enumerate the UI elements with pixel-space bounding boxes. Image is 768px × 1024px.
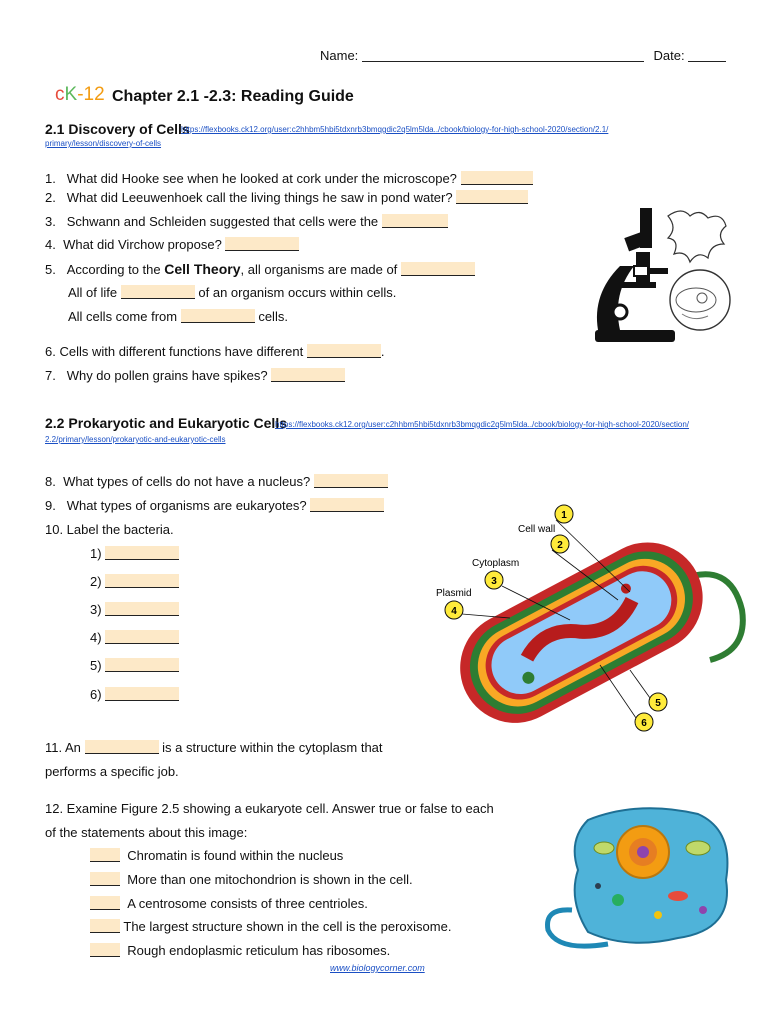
question-3: 3. Schwann and Schleiden suggested that cells were the	[45, 214, 448, 229]
date-field[interactable]	[688, 49, 726, 62]
page-title: Chapter 2.1 -2.3: Reading Guide	[112, 88, 354, 105]
question-1: 1. What did Hooke see when he looked at cork under the microscope?	[45, 171, 533, 186]
svg-text:2: 2	[557, 540, 563, 551]
bacteria-label-3: 3)	[90, 602, 179, 617]
answer-blank[interactable]	[105, 658, 179, 672]
bacteria-label-2: 2)	[90, 574, 179, 589]
answer-blank[interactable]	[310, 498, 384, 512]
question-12: 12. Examine Figure 2.5 showing a eukaryote cell. Answer true or false to each	[45, 801, 494, 816]
bacteria-label-4: 4)	[90, 630, 179, 645]
tf-blank[interactable]	[90, 896, 120, 910]
tf-blank[interactable]	[90, 943, 120, 957]
bacteria-diagram	[430, 500, 750, 740]
section2-heading: 2.2 Prokaryotic and Eukaryotic Cells	[45, 415, 287, 431]
section1-heading: 2.1 Discovery of Cells	[45, 121, 190, 137]
bacteria-label-6: 6)	[90, 687, 179, 702]
question-7: 7. Why do pollen grains have spikes?	[45, 368, 345, 383]
svg-text:6: 6	[641, 718, 647, 729]
answer-blank[interactable]	[314, 474, 388, 488]
eukaryote-cell-illustration	[538, 800, 738, 960]
tf-statement-2: More than one mitochondrion is shown in the cell.	[90, 872, 413, 887]
svg-text:1: 1	[561, 510, 567, 521]
tf-blank[interactable]	[90, 872, 120, 886]
tf-blank[interactable]	[90, 919, 120, 933]
question-12-line2: of the statements about this image:	[45, 825, 248, 840]
tf-statement-5: Rough endoplasmic reticulum has ribosomes.	[90, 943, 390, 958]
section2-link-cont[interactable]: 2.2/primary/lesson/prokaryotic-and-eukaryotic-cells	[45, 435, 226, 444]
question-2: 2. What did Leeuwenhoek call the living things he saw in pond water?	[45, 190, 528, 205]
question-11: 11. An is a structure within the cytoplasm that	[45, 740, 383, 755]
microscope-illustration	[590, 204, 734, 344]
tf-statement-1: Chromatin is found within the nucleus	[90, 848, 343, 863]
question-11-line2: performs a specific job.	[45, 764, 179, 779]
svg-text:5: 5	[655, 698, 661, 709]
section2-link[interactable]: https://flexbooks.ck12.org/user:c2hhbm5hbi5tdxnrb3bmqgdic2q5lm5lda../cbook/biology-for-high-school-2020/section/	[275, 420, 690, 429]
question-5-line2: All of life of an organism occurs within cells.	[68, 285, 397, 300]
answer-blank[interactable]	[105, 574, 179, 588]
question-5-line3: All cells come from cells.	[68, 309, 288, 324]
svg-text:Cell wall: Cell wall	[518, 524, 556, 535]
answer-blank[interactable]	[181, 309, 255, 323]
footer-link[interactable]: www.biologycorner.com	[330, 963, 425, 973]
tf-statement-4: The largest structure shown in the cell is the peroxisome.	[90, 919, 451, 934]
section1-link[interactable]: https://flexbooks.ck12.org/user:c2hhbm5hbi5tdxnrb3bmqgdic2q5lm5lda../cbook/biology-for-high-school-2020/section/2.1/	[181, 125, 609, 134]
svg-text:4: 4	[451, 606, 457, 617]
tf-blank[interactable]	[90, 848, 120, 862]
tf-statement-3: A centrosome consists of three centrioles.	[90, 896, 368, 911]
question-10: 10. Label the bacteria.	[45, 522, 174, 537]
answer-blank[interactable]	[307, 344, 381, 358]
question-5: 5. According to the Cell Theory, all organisms are made of	[45, 261, 475, 277]
answer-blank[interactable]	[225, 237, 299, 251]
question-9: 9. What types of organisms are eukaryotes?	[45, 498, 384, 513]
name-date-line	[320, 48, 726, 63]
svg-text:3: 3	[491, 576, 497, 587]
answer-blank[interactable]	[456, 190, 528, 204]
name-label: Name:	[320, 48, 359, 63]
bacteria-label-5: 5)	[90, 658, 179, 673]
answer-blank[interactable]	[85, 740, 159, 754]
ck12-logo: cK-12	[55, 84, 105, 105]
svg-text:Plasmid: Plasmid	[436, 588, 472, 599]
svg-text:Cytoplasm: Cytoplasm	[472, 558, 520, 569]
answer-blank[interactable]	[121, 285, 195, 299]
answer-blank[interactable]	[401, 262, 475, 276]
answer-blank[interactable]	[105, 630, 179, 644]
date-label: Date:	[653, 48, 685, 63]
answer-blank[interactable]	[461, 171, 533, 185]
question-8: 8. What types of cells do not have a nucleus?	[45, 474, 388, 489]
answer-blank[interactable]	[105, 602, 179, 616]
answer-blank[interactable]	[105, 687, 179, 701]
answer-blank[interactable]	[105, 546, 179, 560]
section1-link-cont[interactable]: primary/lesson/discovery-of-cells	[45, 139, 162, 148]
answer-blank[interactable]	[271, 368, 345, 382]
question-4: 4. What did Virchow propose?	[45, 237, 299, 252]
answer-blank[interactable]	[382, 214, 448, 228]
name-field[interactable]	[362, 49, 644, 62]
question-6: 6. Cells with different functions have different .	[45, 344, 385, 359]
bacteria-label-1: 1)	[90, 546, 179, 561]
